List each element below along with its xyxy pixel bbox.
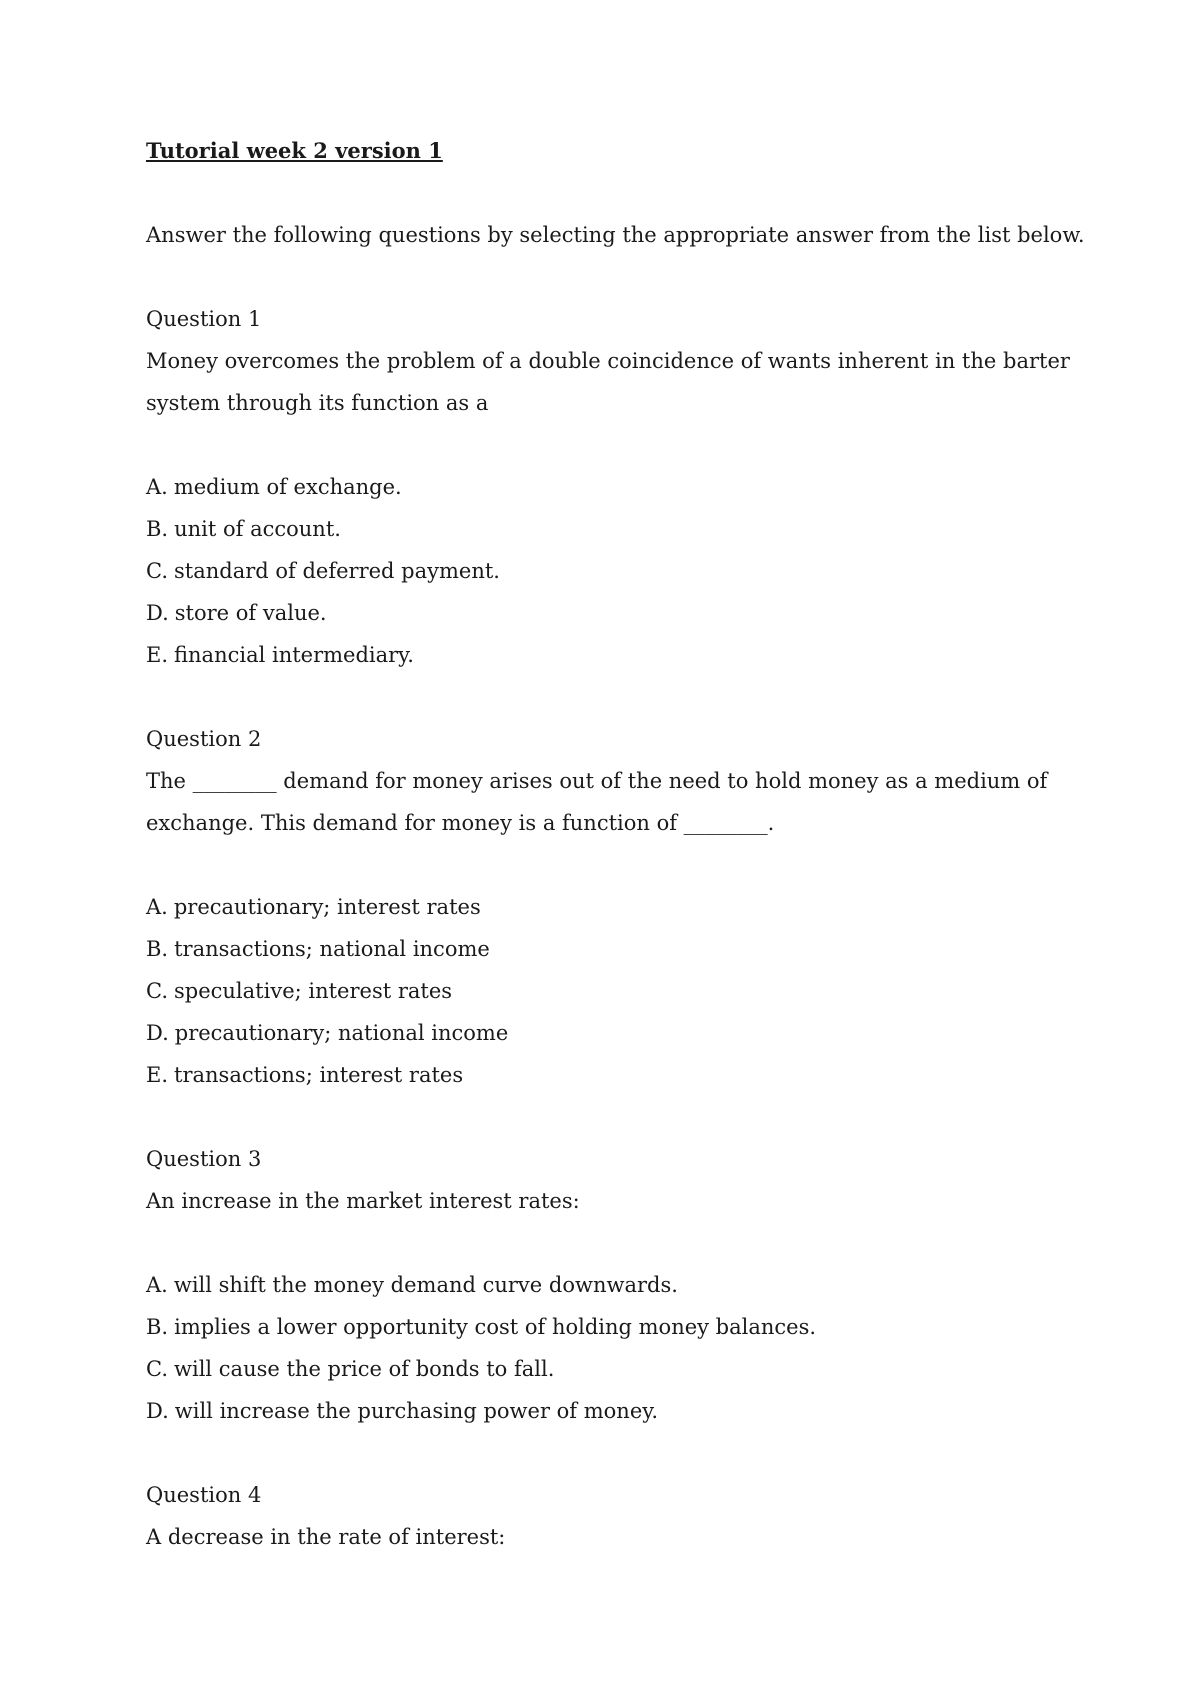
question-block (146, 718, 1086, 1096)
option-text: implies a lower opportunity cost of holding money balances. (174, 1315, 817, 1339)
option-letter: B. (146, 937, 169, 961)
question-label: Question 1 (146, 307, 262, 331)
option-text: will cause the price of bonds to fall. (174, 1357, 555, 1381)
option-letter: D. (146, 1021, 169, 1045)
options-list (146, 466, 1086, 676)
answer-option (146, 928, 1086, 970)
option-letter: A. (146, 895, 168, 919)
option-letter: C. (146, 979, 168, 1003)
question-block (146, 1474, 1086, 1558)
option-letter: C. (146, 559, 168, 583)
question-text: Money overcomes the problem of a double coincidence of wants inherent in the barter system through its function as a (146, 349, 1070, 415)
question-label: Question 2 (146, 727, 262, 751)
answer-option (146, 886, 1086, 928)
answer-option (146, 1306, 1086, 1348)
question-block (146, 1138, 1086, 1432)
option-letter: B. (146, 517, 169, 541)
answer-option (146, 592, 1086, 634)
option-letter: E. (146, 1063, 169, 1087)
answer-option (146, 1264, 1086, 1306)
answer-option (146, 634, 1086, 676)
option-letter: A. (146, 475, 168, 499)
option-text: speculative; interest rates (174, 979, 453, 1003)
answer-option (146, 1054, 1086, 1096)
option-text: unit of account. (174, 517, 341, 541)
options-list (146, 1264, 1086, 1432)
answer-option (146, 1012, 1086, 1054)
answer-option (146, 1348, 1086, 1390)
option-letter: A. (146, 1273, 168, 1297)
option-text: standard of deferred payment. (174, 559, 500, 583)
option-text: store of value. (174, 601, 327, 625)
option-text: financial intermediary. (174, 643, 414, 667)
option-letter: E. (146, 643, 169, 667)
options-list (146, 886, 1086, 1096)
question-text: The ________ demand for money arises out of the need to hold money as a medium of exchange. This demand for money is a function of ________. (146, 769, 1048, 835)
option-text: precautionary; national income (174, 1021, 509, 1045)
answer-option (146, 466, 1086, 508)
answer-option (146, 1390, 1086, 1432)
option-text: medium of exchange. (173, 475, 402, 499)
instructions-text: Answer the following questions by selecting the appropriate answer from the list below. (146, 223, 1085, 247)
answer-option (146, 970, 1086, 1012)
question-label: Question 3 (146, 1147, 262, 1171)
option-text: transactions; interest rates (174, 1063, 464, 1087)
option-text: will shift the money demand curve downwards. (173, 1273, 678, 1297)
question-label: Question 4 (146, 1483, 262, 1507)
answer-option (146, 550, 1086, 592)
answer-option (146, 508, 1086, 550)
option-text: transactions; national income (174, 937, 490, 961)
option-letter: C. (146, 1357, 168, 1381)
document-title: Tutorial week 2 version 1 (146, 138, 443, 163)
option-letter: D. (146, 601, 169, 625)
document-page (146, 130, 1086, 1558)
question-text: An increase in the market interest rates: (146, 1189, 580, 1213)
questions-list (146, 298, 1086, 1558)
option-letter: D. (146, 1399, 169, 1423)
question-text: A decrease in the rate of interest: (146, 1525, 506, 1549)
option-text: will increase the purchasing power of money. (174, 1399, 659, 1423)
option-text: precautionary; interest rates (173, 895, 481, 919)
option-letter: B. (146, 1315, 169, 1339)
question-block (146, 298, 1086, 676)
